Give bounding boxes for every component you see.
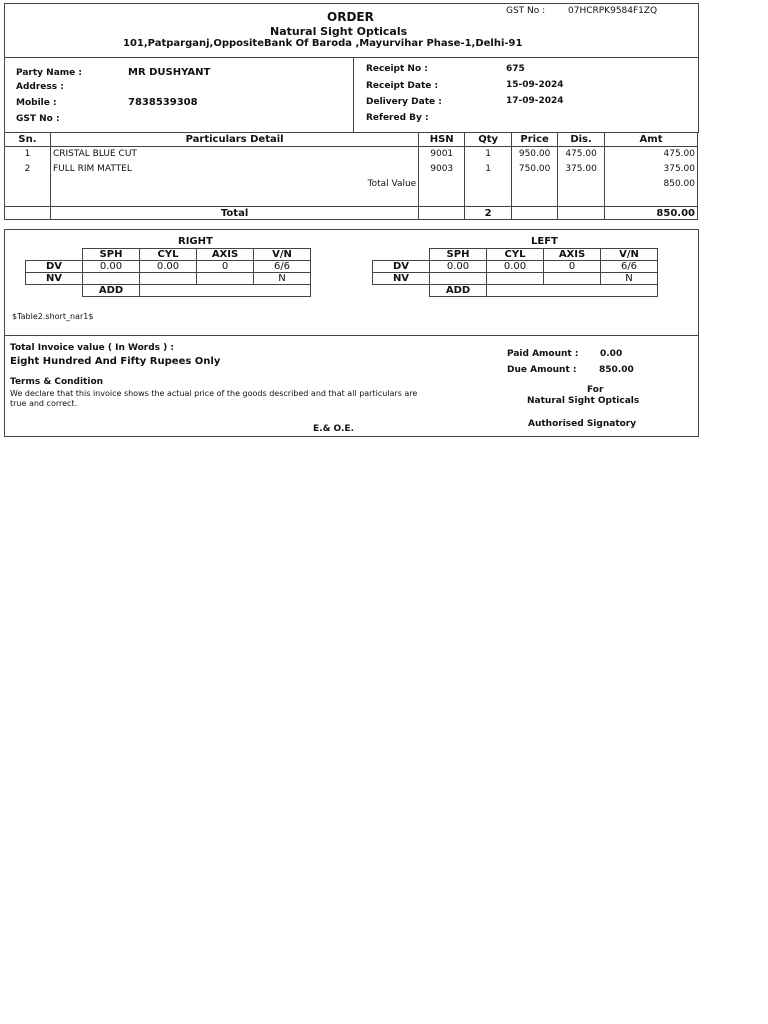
left-nv-label: NV [373, 273, 430, 285]
spacer-row [5, 192, 698, 207]
address-label: Address : [16, 82, 64, 92]
right-add-row [26, 285, 311, 297]
right-cyl-header: CYL [140, 249, 197, 261]
left-axis-header: AXIS [544, 249, 601, 261]
receipt-no-label: Receipt No : [366, 64, 428, 74]
left-dv-vn: 6/6 [601, 261, 658, 273]
left-add-row [373, 285, 658, 297]
delivery-date-label: Delivery Date : [366, 97, 442, 107]
referred-label: Refered By : [366, 113, 429, 123]
left-nv-axis [544, 273, 601, 285]
terms-line-2: true and correct. [10, 399, 78, 408]
shop-address: 101,Patparganj,OppositeBank Of Baroda ,Mayurvihar Phase-1,Delhi-91 [123, 38, 523, 49]
left-eye-title: LEFT [531, 236, 558, 247]
right-dv-vn: 6/6 [254, 261, 311, 273]
row-amt: 475.00 [605, 147, 698, 162]
row-dis: 375.00 [558, 162, 605, 177]
right-dv-sph: 0.00 [83, 261, 140, 273]
col-header-price: Price [512, 133, 558, 147]
right-dv-row [26, 261, 311, 273]
col-header-dis: Dis. [558, 133, 605, 147]
party-divider [353, 57, 354, 133]
left-add-label: ADD [430, 285, 487, 297]
left-nv-row [373, 273, 658, 285]
party-box [4, 57, 699, 133]
party-gst-label: GST No : [16, 114, 60, 124]
row-price: 950.00 [512, 147, 558, 162]
mobile-value: 7838539308 [128, 97, 198, 108]
row-price: 750.00 [512, 162, 558, 177]
col-header-particulars: Particulars Detail [50, 133, 418, 147]
for-label: For [587, 385, 604, 395]
right-dv-axis: 0 [197, 261, 254, 273]
left-add-value [487, 285, 658, 297]
col-header-amt: Amt [605, 133, 698, 147]
right-vn-header: V/N [254, 249, 311, 261]
row-hsn: 9003 [419, 162, 465, 177]
paid-amount-value: 0.00 [600, 349, 623, 359]
row-particular: FULL RIM MATTEL [50, 162, 418, 177]
left-cyl-header: CYL [487, 249, 544, 261]
row-hsn: 9001 [419, 147, 465, 162]
left-eye-table [372, 248, 658, 297]
receipt-date-value: 15-09-2024 [506, 80, 564, 90]
right-nv-axis [197, 273, 254, 285]
right-nv-cyl [140, 273, 197, 285]
left-nv-vn: N [601, 273, 658, 285]
terms-label: Terms & Condition [10, 377, 104, 387]
right-nv-label: NV [26, 273, 83, 285]
left-dv-cyl: 0.00 [487, 261, 544, 273]
table-row [5, 147, 698, 162]
eoe-label: E.& O.E. [313, 424, 354, 434]
party-name-label: Party Name : [16, 68, 82, 78]
gst-value: 07HCRPK9584F1ZQ [568, 6, 658, 16]
right-eye-table [25, 248, 311, 297]
left-dv-row [373, 261, 658, 273]
items-table [4, 132, 698, 220]
shop-name: Natural Sight Opticals [270, 25, 408, 38]
left-dv-axis: 0 [544, 261, 601, 273]
total-value-label: Total Value [50, 177, 418, 192]
right-add-value [140, 285, 311, 297]
total-qty: 2 [465, 207, 512, 220]
invoice-words-label: Total Invoice value ( In Words ) : [10, 343, 174, 353]
left-vn-header: V/N [601, 249, 658, 261]
mobile-label: Mobile : [16, 98, 57, 108]
due-amount-label: Due Amount : [507, 365, 577, 375]
invoice-words-value: Eight Hundred And Fifty Rupees Only [10, 356, 221, 367]
terms-line-1: We declare that this invoice shows the actual price of the goods described and that all particulars are [10, 389, 418, 398]
party-name-value: MR DUSHYANT [128, 67, 211, 78]
total-amount: 850.00 [605, 207, 698, 220]
left-nv-sph [430, 273, 487, 285]
row-sn: 1 [5, 147, 51, 162]
row-qty: 1 [465, 162, 512, 177]
for-shop-name: Natural Sight Opticals [527, 396, 640, 406]
right-axis-header: AXIS [197, 249, 254, 261]
col-header-qty: Qty [465, 133, 512, 147]
row-particular: CRISTAL BLUE CUT [50, 147, 418, 162]
col-header-hsn: HSN [419, 133, 465, 147]
left-dv-label: DV [373, 261, 430, 273]
receipt-no-value: 675 [506, 64, 525, 74]
right-dv-cyl: 0.00 [140, 261, 197, 273]
left-nv-cyl [487, 273, 544, 285]
right-nv-row [26, 273, 311, 285]
paid-amount-label: Paid Amount : [507, 349, 579, 359]
due-amount-value: 850.00 [599, 365, 634, 375]
total-value-row [5, 177, 698, 192]
authorised-signatory: Authorised Signatory [528, 419, 637, 429]
table-row [5, 162, 698, 177]
prescription-note: $Table2.short_nar1$ [12, 312, 94, 321]
row-qty: 1 [465, 147, 512, 162]
total-value-amount: 850.00 [605, 177, 698, 192]
row-sn: 2 [5, 162, 51, 177]
col-header-sn: Sn. [5, 133, 51, 147]
right-nv-vn: N [254, 273, 311, 285]
right-sph-header: SPH [83, 249, 140, 261]
row-dis: 475.00 [558, 147, 605, 162]
left-sph-header: SPH [430, 249, 487, 261]
receipt-date-label: Receipt Date : [366, 81, 439, 91]
right-eye-title: RIGHT [178, 236, 213, 247]
total-row [5, 207, 698, 220]
left-dv-sph: 0.00 [430, 261, 487, 273]
gst-label: GST No : [506, 6, 546, 16]
row-amt: 375.00 [605, 162, 698, 177]
doc-title: ORDER [327, 10, 374, 24]
right-nv-sph [83, 273, 140, 285]
right-dv-label: DV [26, 261, 83, 273]
total-label: Total [50, 207, 418, 220]
delivery-date-value: 17-09-2024 [506, 96, 564, 106]
items-header-row [5, 133, 698, 147]
right-add-label: ADD [83, 285, 140, 297]
